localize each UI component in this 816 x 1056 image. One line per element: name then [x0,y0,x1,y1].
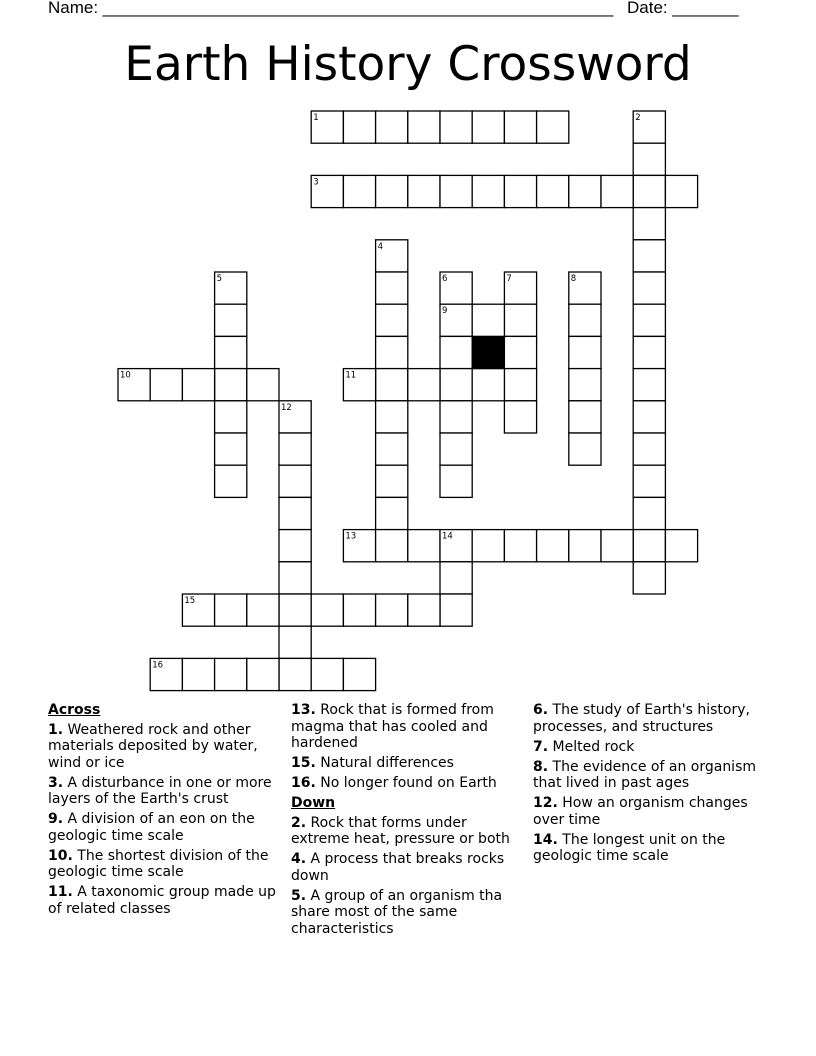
clue-text: A process that breaks rocks down [291,851,505,884]
grid-cell[interactable] [408,369,440,401]
grid-cell[interactable] [279,497,311,529]
clue-text: The longest unit on the geologic time scale [533,831,726,864]
clue-number: 6. [533,702,549,718]
clue-across-13 [291,702,527,752]
grid-cell[interactable] [633,143,665,175]
name-field[interactable]: Name: ______________________________________________________ [48,0,614,17]
grid-cell[interactable] [440,401,472,433]
grid-number: 6 [442,274,448,284]
clue-text: A group of an organism tha share most of the same characteristics [291,887,503,937]
grid-number: 14 [442,531,453,542]
grid-cell[interactable] [279,465,311,497]
clue-down-4 [291,851,527,884]
clue-text: A taxonomic group made up of related classes [48,884,276,917]
grid-cell[interactable] [215,594,247,626]
date-field[interactable]: Date: _______ [627,0,739,17]
grid-cell[interactable] [472,175,504,207]
grid-number: 10 [120,370,131,381]
down-heading: Down [291,795,336,811]
grid-cell[interactable] [408,530,440,562]
grid-number: 16 [152,660,164,671]
grid-number: 11 [345,370,357,381]
grid-number: 9 [442,306,448,317]
grid-cell[interactable] [569,433,601,465]
clue-number: 10. [48,847,73,864]
grid-cell[interactable] [279,433,311,465]
grid-cell[interactable] [633,530,665,562]
clue-across-11 [48,884,284,917]
grid-cell[interactable] [279,562,311,594]
clue-number: 7. [533,738,549,755]
grid-cell[interactable] [537,530,569,562]
grid-cell[interactable] [150,369,182,401]
grid-cell[interactable] [247,658,279,690]
grid-number: 13 [345,531,357,542]
grid-cell[interactable] [569,336,601,368]
clue-number: 11. [48,884,73,900]
grid-cell[interactable] [633,497,665,529]
grid-cell[interactable] [633,272,665,304]
clue-across-1 [48,722,284,772]
clue-down-12 [533,795,769,828]
clue-number: 8. [533,758,549,775]
grid-cell[interactable] [440,562,472,594]
grid-number: 7 [506,274,512,284]
grid-number: 15 [184,596,196,606]
grid-cell[interactable] [440,175,472,207]
clue-across-9 [48,811,284,844]
grid-cell[interactable] [472,111,504,143]
clue-number: 5. [291,887,307,904]
grid-cell[interactable] [376,304,408,336]
grid-cell[interactable] [472,304,504,336]
grid-cell[interactable] [665,530,697,562]
grid-cell[interactable] [376,175,408,207]
grid-cell[interactable] [376,530,408,562]
clue-text: The study of Earth's history, processes, and structures [533,702,750,735]
grid-cell[interactable] [569,530,601,562]
clue-column-1 [48,702,284,921]
clue-text: Natural differences [320,755,454,771]
grid-cell[interactable] [215,401,247,433]
grid-cell[interactable] [247,594,279,626]
grid-cell[interactable] [633,336,665,368]
clue-number: 13. [291,702,316,718]
grid-cell[interactable] [440,594,472,626]
grid-cell[interactable] [215,304,247,336]
grid-cell[interactable] [504,369,536,401]
grid-cell[interactable] [343,658,375,690]
clue-column-2 [291,702,527,941]
black-cell [472,336,504,368]
clue-text: Rock that is formed from magma that has cooled and hardened [291,702,494,751]
grid-cell[interactable] [472,530,504,562]
clue-across-16 [291,775,527,792]
clue-text: A division of an eon on the geologic time scale [48,811,255,844]
clue-column-3 [533,702,769,868]
grid-cell[interactable] [408,111,440,143]
grid-cell[interactable] [537,175,569,207]
grid-number: 8 [570,274,577,284]
clue-number: 3. [48,774,64,791]
grid-cell[interactable] [215,465,247,497]
grid-cell[interactable] [440,336,472,368]
grid-cell[interactable] [569,401,601,433]
clue-text: A disturbance in one or more layers of the Earth's crust [48,774,272,807]
grid-cell[interactable] [376,369,408,401]
grid-cell[interactable] [215,433,247,465]
grid-cell[interactable] [376,594,408,626]
grid-cell[interactable] [472,369,504,401]
grid-cell[interactable] [601,530,633,562]
grid-cell[interactable] [633,175,665,207]
grid-cell[interactable] [440,111,472,143]
clue-down-2 [291,815,527,848]
clue-down-8 [533,759,769,792]
grid-cell[interactable] [408,594,440,626]
grid-cell[interactable] [665,175,697,207]
grid-cell[interactable] [311,658,343,690]
grid-cell[interactable] [215,658,247,690]
grid-number: 12 [281,402,292,413]
across-heading: Across [48,702,101,718]
clue-text: No longer found on Earth [320,775,497,791]
grid-cell[interactable] [215,369,247,401]
grid-cell[interactable] [440,369,472,401]
clue-number: 9. [48,811,64,827]
grid-number: 1 [313,113,319,123]
grid-cell[interactable] [279,594,311,626]
grid-cell[interactable] [376,272,408,304]
grid-cell[interactable] [504,304,536,336]
clue-number: 4. [291,851,307,867]
grid-cell[interactable] [279,658,311,690]
grid-cell[interactable] [182,658,214,690]
grid-cell[interactable] [633,369,665,401]
grid-number: 2 [635,113,641,123]
clue-across-15 [291,755,527,772]
clue-number: 12. [533,795,558,811]
grid-cell[interactable] [279,530,311,562]
grid-cell[interactable] [504,336,536,368]
clue-down-7 [533,739,769,756]
grid-cell[interactable] [633,240,665,272]
grid-cell[interactable] [376,401,408,433]
grid-number: 4 [377,241,384,252]
grid-cell[interactable] [569,304,601,336]
grid-cell[interactable] [376,433,408,465]
clue-text: Weathered rock and other materials deposited by water, wind or ice [48,721,258,771]
clue-across-3 [48,775,284,808]
clue-text: How an organism changes over time [533,795,748,828]
clue-number: 1. [48,721,64,738]
clue-text: The evidence of an organism that lived in past ages [533,758,757,791]
grid-cell[interactable] [504,530,536,562]
grid-cell[interactable] [601,175,633,207]
clue-down-6 [533,702,769,735]
grid-cell[interactable] [633,401,665,433]
clue-text: The shortest division of the geologic time scale [48,847,269,880]
clue-down-5 [291,888,527,938]
grid-cell[interactable] [633,208,665,240]
clue-number: 16. [291,775,316,791]
clue-down-14 [533,832,769,865]
grid-cell[interactable] [440,465,472,497]
grid-cell[interactable] [633,465,665,497]
grid-cell[interactable] [182,369,214,401]
grid-cell[interactable] [440,433,472,465]
grid-cell[interactable] [376,465,408,497]
grid-cell[interactable] [343,111,375,143]
grid-cell[interactable] [633,433,665,465]
page-title: Earth History Crossword [124,37,692,92]
grid-cell[interactable] [633,562,665,594]
grid-cell[interactable] [215,336,247,368]
grid-cell[interactable] [504,111,536,143]
grid-cell[interactable] [504,175,536,207]
grid-cell[interactable] [343,594,375,626]
grid-cell[interactable] [569,369,601,401]
grid-cell[interactable] [343,175,375,207]
grid-cell[interactable] [376,336,408,368]
grid-cell[interactable] [408,175,440,207]
grid-number: 3 [313,177,319,188]
grid-number: 5 [216,274,223,284]
grid-cell[interactable] [247,369,279,401]
grid-cell[interactable] [279,626,311,658]
grid-cell[interactable] [311,594,343,626]
clue-text: Rock that forms under extreme heat, pressure or both [291,814,510,847]
clue-number: 15. [291,755,316,771]
clue-number: 14. [533,831,558,848]
clue-text: Melted rock [552,738,635,755]
grid-cell[interactable] [537,111,569,143]
grid-cell[interactable] [376,111,408,143]
grid-cell[interactable] [504,401,536,433]
clue-number: 2. [291,814,307,831]
grid-cell[interactable] [633,304,665,336]
clue-across-10 [48,848,284,881]
grid-cell[interactable] [569,175,601,207]
grid-cell[interactable] [376,497,408,529]
